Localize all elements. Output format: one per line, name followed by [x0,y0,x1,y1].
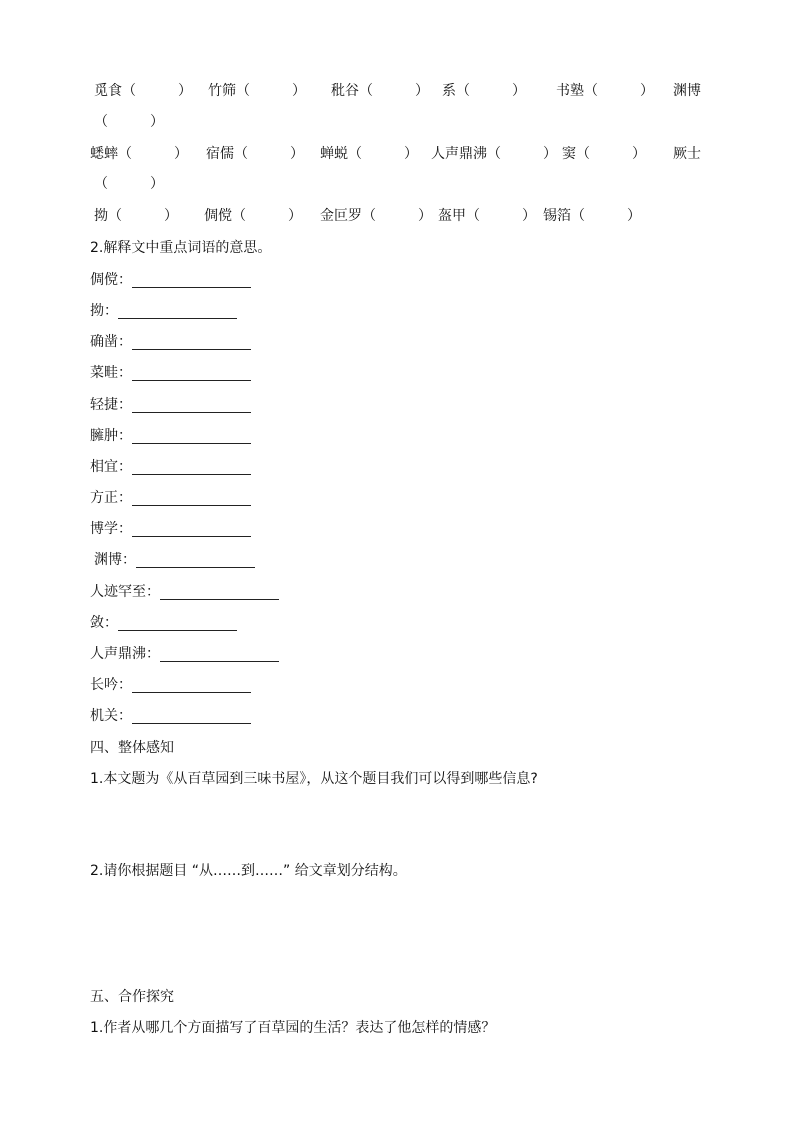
pinyin-item: 厥士 [673,146,701,162]
pinyin-item: 盔甲（ ） [438,208,536,224]
vocab-row [90,488,251,508]
pinyin-item: 宿儒（ ） [206,146,304,162]
section-4-question-2: 2.请你根据题目 “从……到……” 给文章划分结构。 [90,863,407,879]
answer-blank[interactable] [132,363,251,381]
vocab-row [90,644,279,664]
vocab-word: 敛： [90,615,118,631]
pinyin-item-wrap: （ ） [94,176,164,192]
answer-blank[interactable] [132,332,251,350]
vocab-word: 人声鼎沸： [90,646,160,662]
vocab-row [90,706,251,726]
vocab-word: 倜傥： [90,272,132,288]
answer-blank[interactable] [160,582,279,600]
vocab-row [90,582,279,602]
section-4-question-1: 1.本文题为《从百草园到三味书屋》，从这个题目我们可以得到哪些信息? [90,771,538,787]
vocab-row [90,613,237,633]
vocab-word: 确凿： [90,334,132,350]
pinyin-item: 渊博 [673,83,701,99]
vocab-row [90,363,251,383]
answer-blank[interactable] [132,519,251,537]
pinyin-item: 锡箔（ ） [543,208,641,224]
answer-blank[interactable] [118,301,237,319]
pinyin-item: 秕谷（ ） [331,83,429,99]
vocab-row [90,395,251,415]
vocab-row [90,332,251,352]
pinyin-item: 拗（ ） [94,208,178,224]
vocab-row [90,301,237,321]
vocab-row [90,270,251,290]
answer-blank[interactable] [136,550,255,568]
vocab-word: 博学： [90,521,132,537]
vocab-word: 方正： [90,490,132,506]
section-5-question-1: 1.作者从哪几个方面描写了百草园的生活？表达了他怎样的情感？ [90,1020,496,1036]
answer-blank[interactable] [132,395,251,413]
vocab-word: 轻捷： [90,397,132,413]
vocab-word: 渊博： [94,552,136,568]
pinyin-item: 系（ ） [442,83,526,99]
answer-blank[interactable] [132,270,251,288]
vocab-word: 相宜： [90,459,132,475]
pinyin-item: 蝉蜕（ ） [320,146,418,162]
pinyin-item: 倜傥（ ） [204,208,302,224]
pinyin-item: 金叵罗（ ） [320,208,432,224]
vocab-row [94,550,255,570]
answer-blank[interactable] [160,644,279,662]
vocab-word: 长吟： [90,677,132,693]
question-2-title: 2.解释文中重点词语的意思。 [90,240,272,256]
section-4-heading: 四、整体感知 [90,740,174,756]
vocab-row [90,675,251,695]
vocab-row [90,457,251,477]
vocab-word: 拗： [90,303,118,319]
answer-blank[interactable] [132,706,251,724]
answer-blank[interactable] [132,488,251,506]
vocab-word: 臃肿： [90,428,132,444]
answer-blank[interactable] [132,675,251,693]
vocab-row [90,519,251,539]
section-5-heading: 五、合作探究 [90,989,174,1005]
vocab-word: 机关： [90,708,132,724]
vocab-word: 菜畦： [90,365,132,381]
pinyin-item: 蟋蟀（ ） [90,146,188,162]
pinyin-item: 觅食（ ） [94,83,192,99]
answer-blank[interactable] [132,457,251,475]
pinyin-item: 竹筛（ ） [208,83,306,99]
answer-blank[interactable] [132,426,251,444]
vocab-word: 人迹罕至： [90,584,160,600]
pinyin-item: 书塾（ ） [556,83,654,99]
answer-blank[interactable] [118,613,237,631]
vocab-row [90,426,251,446]
pinyin-item: 窦（ ） [562,146,646,162]
pinyin-item: 人声鼎沸（ ） [431,146,557,162]
pinyin-item-wrap: （ ） [94,114,164,130]
